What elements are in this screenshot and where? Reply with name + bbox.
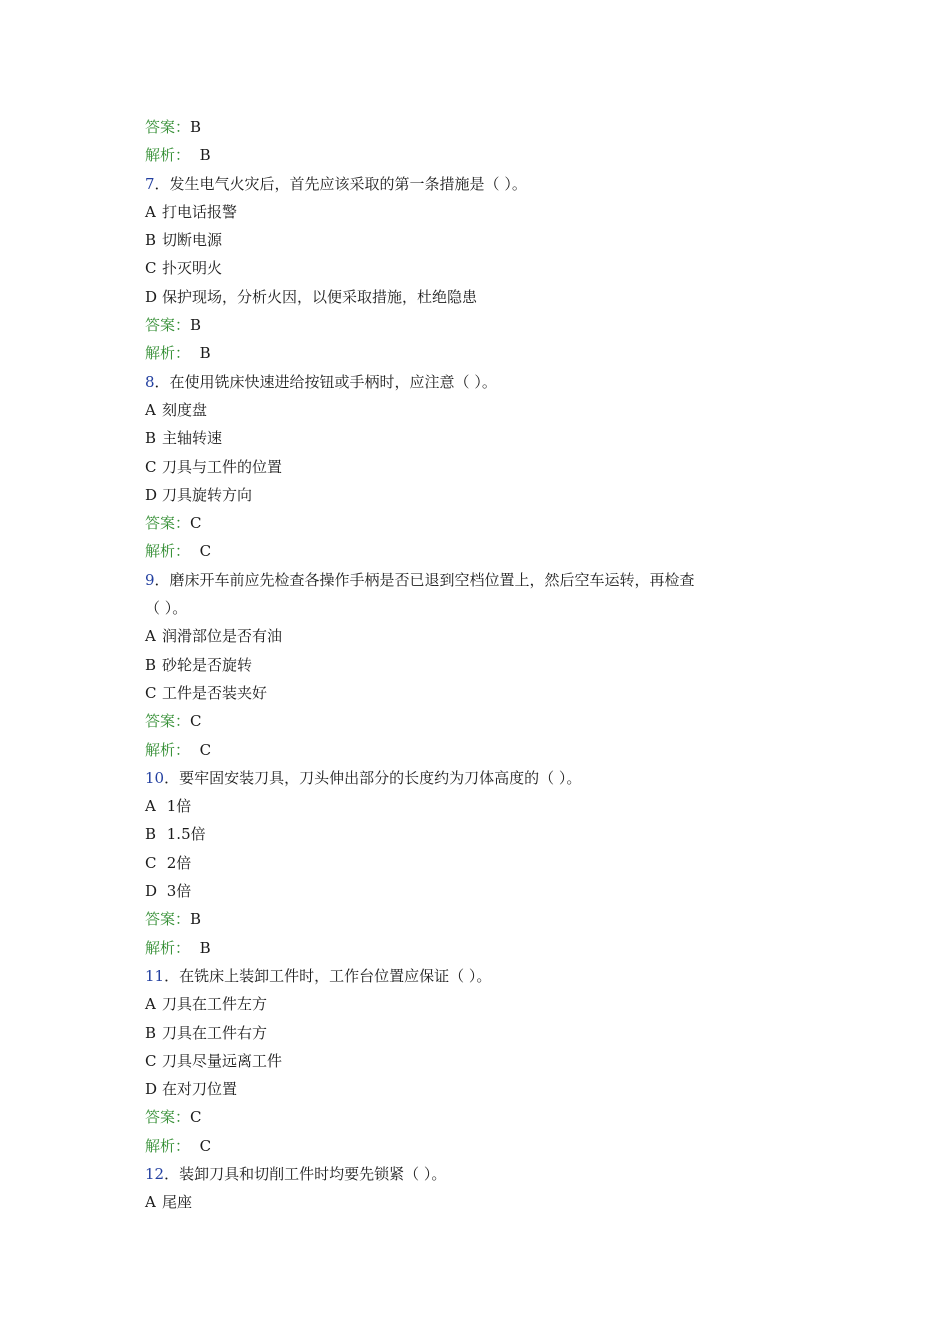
question-line (145, 171, 815, 199)
answer-line (145, 510, 815, 538)
answer-value: B (190, 118, 202, 136)
option-letter: B (145, 231, 157, 250)
option-text: 刀具在工件右方 (162, 1023, 268, 1042)
answer-line (145, 1104, 815, 1132)
answer-label: 答案： (145, 118, 191, 136)
option-line (145, 482, 815, 510)
option-line (145, 1048, 815, 1076)
question-number: 9 (145, 570, 155, 589)
option-text: 工件是否装夹好 (162, 683, 268, 702)
option-text: 刀具在工件左方 (162, 995, 268, 1014)
option-letter: A (145, 995, 156, 1014)
question-number: 10 (145, 768, 165, 787)
option-letter: D (145, 287, 158, 306)
question-continuation (145, 595, 815, 623)
option-text: 在对刀位置 (162, 1080, 238, 1099)
option-text: 切断电源 (162, 231, 223, 250)
option-letter: A (145, 797, 156, 816)
analysis-label: 解析： (145, 542, 191, 561)
answer-value: B (190, 316, 202, 335)
answer-label: 答案： (145, 1108, 191, 1127)
question-line (145, 369, 815, 397)
analysis-label: 解析： (145, 1136, 191, 1155)
analysis-value: C (199, 740, 212, 759)
answer-value: C (190, 712, 202, 731)
answer-value: B (190, 910, 202, 929)
option-line (145, 793, 815, 821)
option-line (145, 680, 815, 708)
option-line (145, 199, 815, 227)
option-text: 2倍 (162, 853, 192, 872)
question-line (145, 765, 815, 793)
question-text: ．在使用铣床快速进给按钮或手柄时，应注意（ ）。 (154, 372, 497, 391)
analysis-line (145, 142, 815, 170)
analysis-label: 解析： (145, 146, 191, 165)
option-text: 保护现场，分析火因，以便采取措施，杜绝隐患 (162, 287, 478, 306)
analysis-line (145, 737, 815, 765)
option-text: 1倍 (162, 797, 192, 816)
answer-line (145, 312, 815, 340)
analysis-line (145, 935, 815, 963)
exam-document (145, 114, 815, 1218)
option-letter: C (145, 853, 157, 872)
option-line (145, 227, 815, 255)
question-text: ．磨床开车前应先检查各操作手柄是否已退到空档位置上，然后空车运转，再检查 (154, 570, 695, 589)
option-letter: D (145, 485, 158, 504)
option-text: 1.5倍 (162, 825, 206, 844)
option-letter: C (145, 457, 157, 476)
question-number: 11 (145, 966, 165, 985)
option-text: 3倍 (162, 882, 192, 901)
option-line (145, 1076, 815, 1104)
option-letter: B (145, 655, 157, 674)
option-line (145, 397, 815, 425)
option-letter: B (145, 1023, 157, 1042)
question-line (145, 567, 815, 595)
option-line (145, 850, 815, 878)
option-text: 刻度盘 (162, 400, 208, 419)
answer-value: C (190, 514, 202, 533)
analysis-label: 解析： (145, 938, 191, 957)
option-letter: A (145, 1193, 156, 1212)
option-text: 刀具尽量远离工件 (162, 1051, 283, 1070)
question-number: 12 (145, 1164, 165, 1183)
option-line (145, 652, 815, 680)
answer-label: 答案： (145, 514, 191, 533)
question-text: ．发生电气火灾后，首先应该采取的第一条措施是（ ）。 (154, 174, 527, 193)
answer-line (145, 906, 815, 934)
question-line (145, 1161, 815, 1189)
option-letter: B (145, 429, 157, 448)
analysis-label: 解析： (145, 344, 191, 363)
analysis-value: C (199, 542, 212, 561)
analysis-value: B (199, 344, 211, 363)
option-line (145, 991, 815, 1019)
answer-label: 答案： (145, 910, 191, 929)
analysis-line (145, 340, 815, 368)
analysis-line (145, 538, 815, 566)
option-text: 打电话报警 (162, 202, 238, 221)
option-line (145, 284, 815, 312)
analysis-value: C (199, 1136, 212, 1155)
option-line (145, 1189, 815, 1217)
option-text: 润滑部位是否有油 (162, 627, 283, 646)
option-line (145, 623, 815, 651)
analysis-line (145, 1133, 815, 1161)
option-line (145, 878, 815, 906)
option-line (145, 454, 815, 482)
option-line (145, 821, 815, 849)
analysis-value: B (199, 146, 211, 165)
option-text: 主轴转速 (162, 429, 223, 448)
option-text: 尾座 (162, 1193, 193, 1212)
option-letter: C (145, 259, 157, 278)
question-text: （ ）。 (145, 599, 188, 618)
answer-label: 答案： (145, 712, 191, 731)
question-number: 7 (145, 174, 155, 193)
question-text: ．在铣床上装卸工件时，工作台位置应保证（ ）。 (164, 966, 492, 985)
option-letter: A (145, 202, 156, 221)
answer-line (145, 114, 815, 142)
option-line (145, 255, 815, 283)
option-letter: B (145, 825, 157, 844)
question-line (145, 963, 815, 991)
option-letter: D (145, 882, 158, 901)
option-line (145, 1020, 815, 1048)
option-text: 扑灭明火 (162, 259, 223, 278)
question-text: ．要牢固安装刀具，刀头伸出部分的长度约为刀体高度的（ ）。 (164, 768, 582, 787)
option-text: 砂轮是否旋转 (162, 655, 253, 674)
analysis-value: B (199, 938, 211, 957)
option-letter: C (145, 683, 157, 702)
option-letter: A (145, 627, 156, 646)
option-letter: C (145, 1051, 157, 1070)
option-letter: A (145, 400, 156, 419)
option-text: 刀具与工件的位置 (162, 457, 283, 476)
analysis-label: 解析： (145, 740, 191, 759)
option-line (145, 425, 815, 453)
answer-value: C (190, 1108, 202, 1127)
option-letter: D (145, 1080, 158, 1099)
question-text: ．装卸刀具和切削工件时均要先锁紧（ ）。 (164, 1164, 447, 1183)
answer-label: 答案： (145, 316, 191, 335)
answer-line (145, 708, 815, 736)
option-text: 刀具旋转方向 (162, 485, 253, 504)
question-number: 8 (145, 372, 155, 391)
